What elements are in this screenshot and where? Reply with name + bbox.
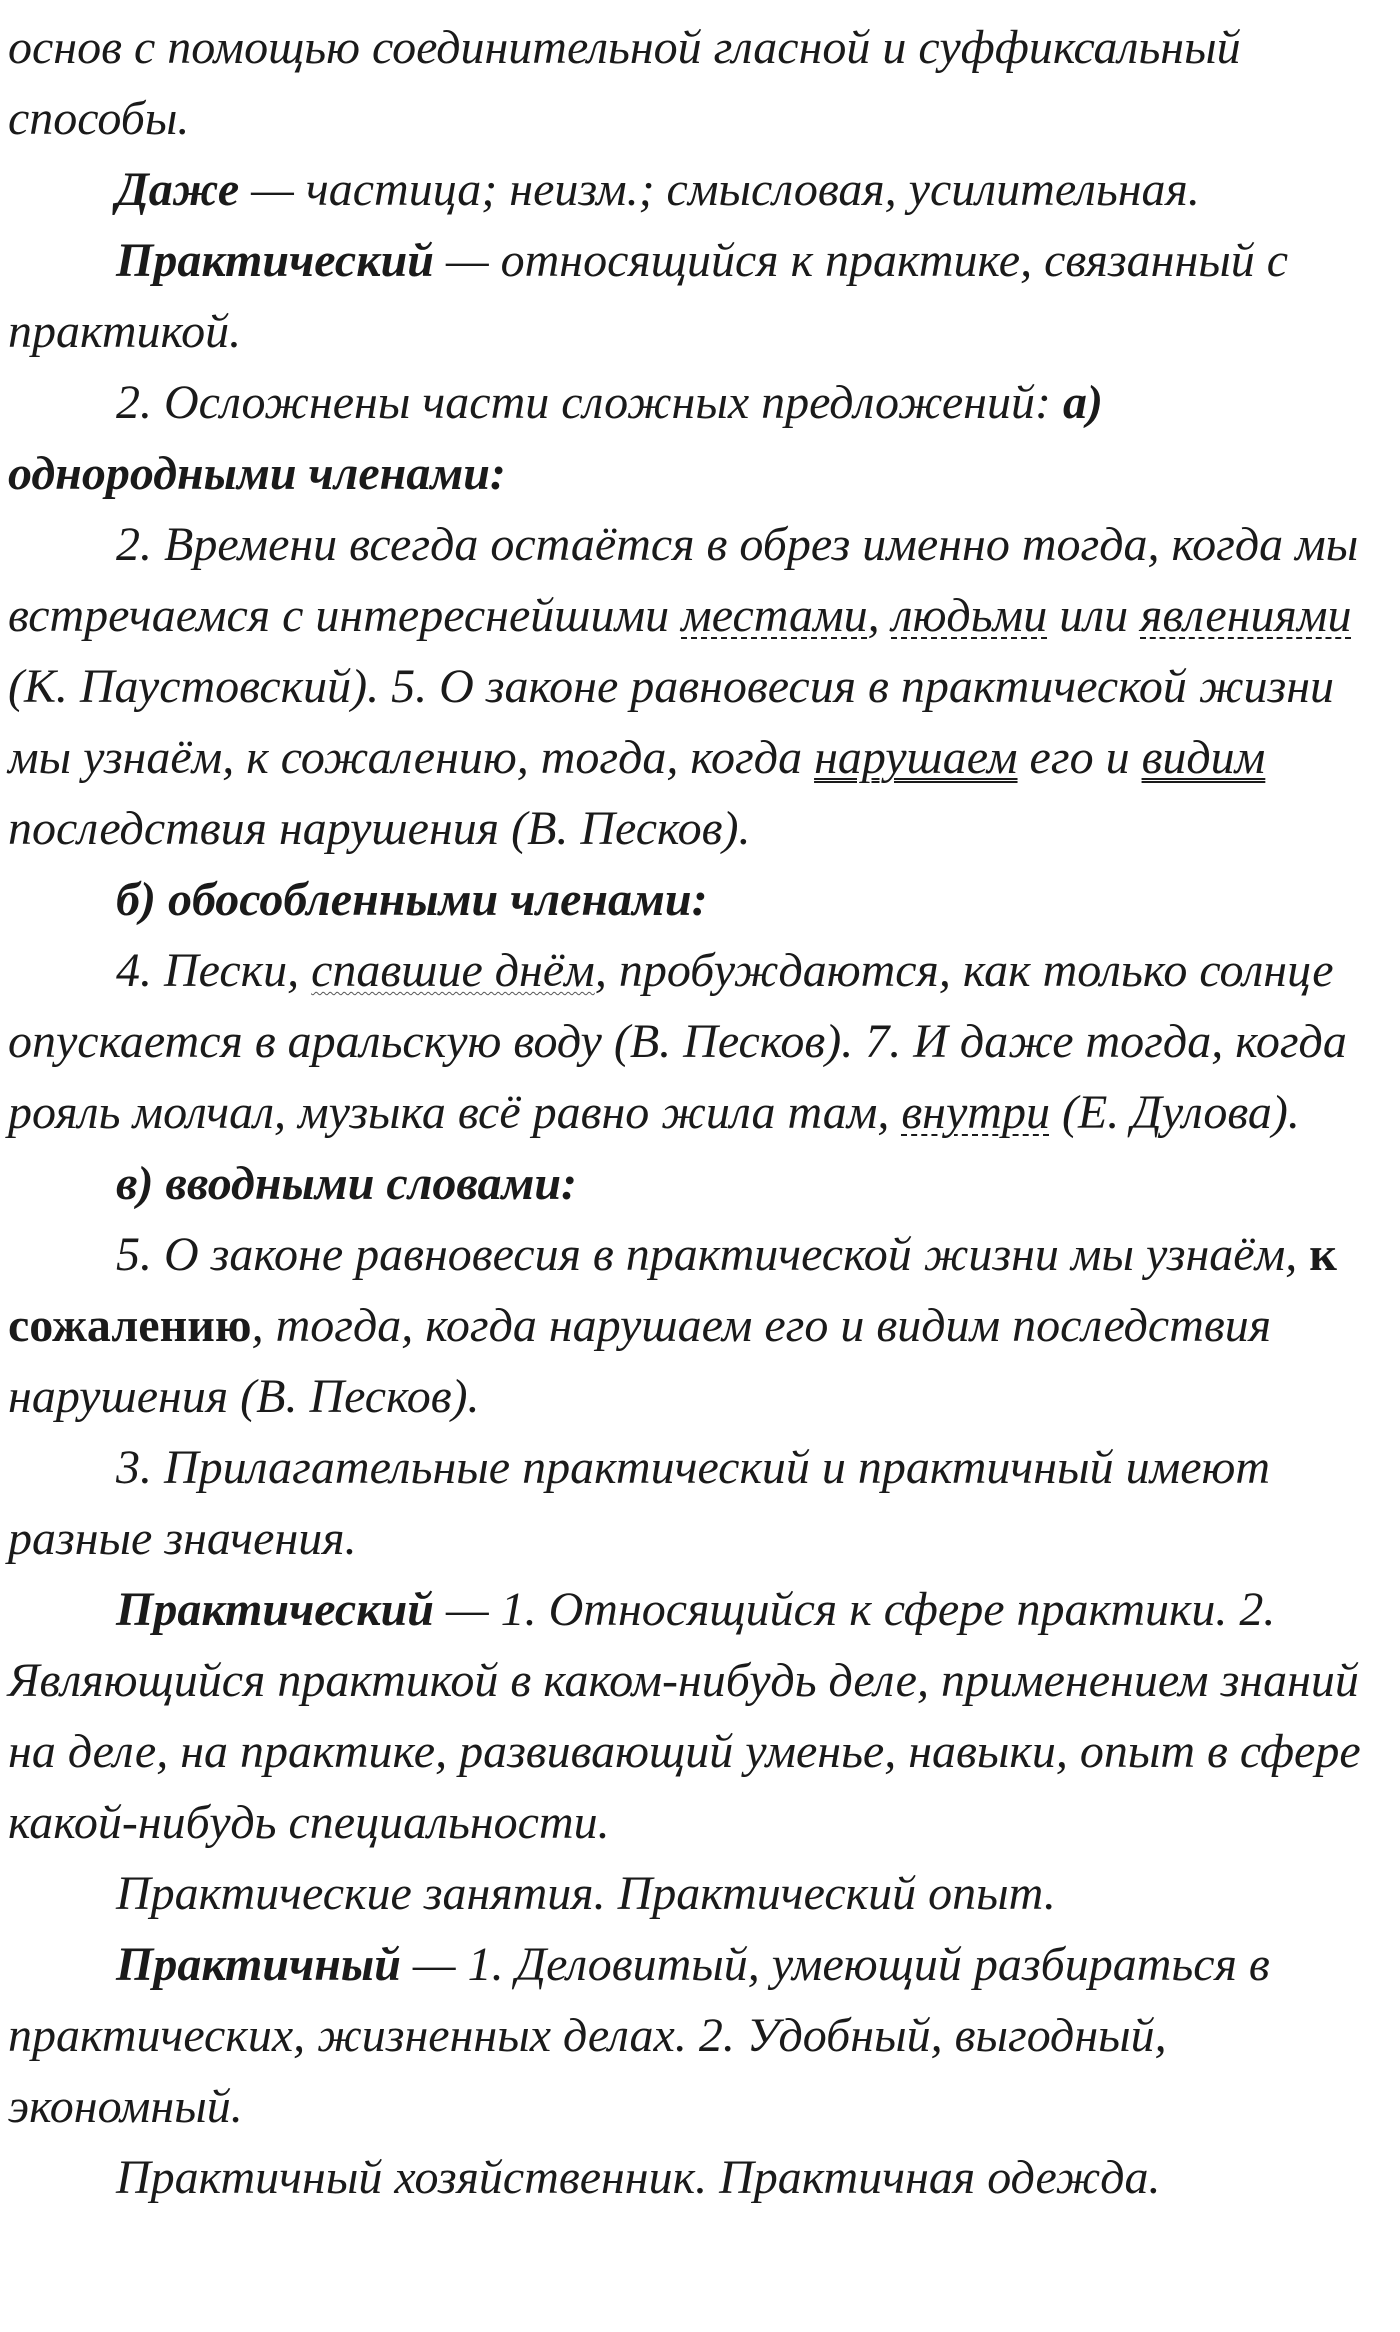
- usage-text: Практичный хозяйственник. Практичная одежда.: [116, 2151, 1161, 2204]
- subheading-isolated-paragraph: [8, 864, 1394, 935]
- point-2-heading: [8, 367, 1394, 509]
- definition-praktichnyy: [8, 1929, 1394, 2142]
- subheading-isolated: б) обособленными членами:: [116, 873, 708, 926]
- term-praktichnyy: Практичный: [116, 1938, 401, 1991]
- paragraph-text: основ с помощью соединительной гласной и суффиксальный способы.: [8, 21, 1241, 145]
- underlined-word: нарушаем: [814, 731, 1018, 784]
- definition-prakticheskiy-full: [8, 1574, 1394, 1858]
- example-text: его и: [1017, 731, 1142, 784]
- point-text: 3. Прилагательные практический и практичный имеют разные значения.: [8, 1441, 1271, 1565]
- definition-text: — 1. Относящийся к сфере практики. 2. Являющийся практикой в каком-нибудь деле, применением знаний на деле, на практике, развивающий уменье, навыки, опыт в сфере какой-нибудь специальности.: [8, 1583, 1361, 1849]
- usage-text: Практические занятия. Практический опыт.: [116, 1867, 1056, 1920]
- underlined-word: местами: [681, 589, 868, 642]
- point-3: [8, 1432, 1394, 1574]
- example-isolated: [8, 935, 1394, 1148]
- example-text: (К. Паустовский). 5. О законе равновесия в практической жизни мы узнаём, к сожалению, тогда, когда: [8, 660, 1335, 784]
- definition-text: — 1. Деловитый, умеющий разбираться в практических, жизненных делах. 2. Удобный, выгодный, экономный.: [8, 1938, 1270, 2133]
- paragraph-continuation: [8, 12, 1394, 154]
- example-text: или: [1047, 589, 1141, 642]
- definition-prakticheskiy: [8, 225, 1394, 367]
- example-text: , тогда, когда нарушаем его и видим последствия нарушения (В. Песков).: [8, 1299, 1272, 1423]
- subheading-introductory: в) вводными словами:: [116, 1157, 578, 1210]
- example-homogeneous: [8, 509, 1394, 864]
- definition-text: — частица; неизм.; смысловая, усилительная.: [239, 163, 1200, 216]
- definition-text: — относящийся к практике, связанный с практикой.: [8, 234, 1289, 358]
- term-prakticheskiy: Практический: [116, 234, 434, 287]
- definition-dazhe: [8, 154, 1394, 225]
- example-text: 5. О законе равновесия в практической жизни мы узнаём,: [116, 1228, 1310, 1281]
- subheading-homogeneous: а) однородными членами:: [8, 376, 1103, 500]
- underlined-word: людьми: [891, 589, 1048, 642]
- introductory-word: к сожалению: [8, 1228, 1337, 1352]
- example-text: последствия нарушения (В. Песков).: [8, 802, 751, 855]
- example-text: ,: [867, 589, 892, 642]
- term-prakticheskiy: Практический: [116, 1583, 434, 1636]
- point-text: 2. Осложнены части сложных предложений:: [116, 376, 1063, 429]
- subheading-introductory-paragraph: [8, 1148, 1394, 1219]
- underlined-word: внутри: [901, 1086, 1050, 1139]
- example-introductory: [8, 1219, 1394, 1432]
- usage-examples-prakticheskiy: [8, 1858, 1394, 1929]
- example-text: 2. Времени всегда остаётся в обрез именно тогда, когда мы встречаемся с интереснейшими: [8, 518, 1359, 642]
- underlined-phrase: спавшие днём: [311, 944, 595, 997]
- underlined-word: явлениями: [1140, 589, 1352, 642]
- example-text: , пробуждаются, как только солнце опускается в аральскую воду (В. Песков). 7. И даже тогда, когда рояль молчал, музыка всё равно жила там,: [8, 944, 1347, 1139]
- usage-examples-praktichnyy: [8, 2142, 1394, 2213]
- example-text: 4. Пески,: [116, 944, 312, 997]
- term-dazhe: Даже: [116, 163, 240, 216]
- example-text: (Е. Дулова).: [1049, 1086, 1300, 1139]
- underlined-word: видим: [1141, 731, 1266, 784]
